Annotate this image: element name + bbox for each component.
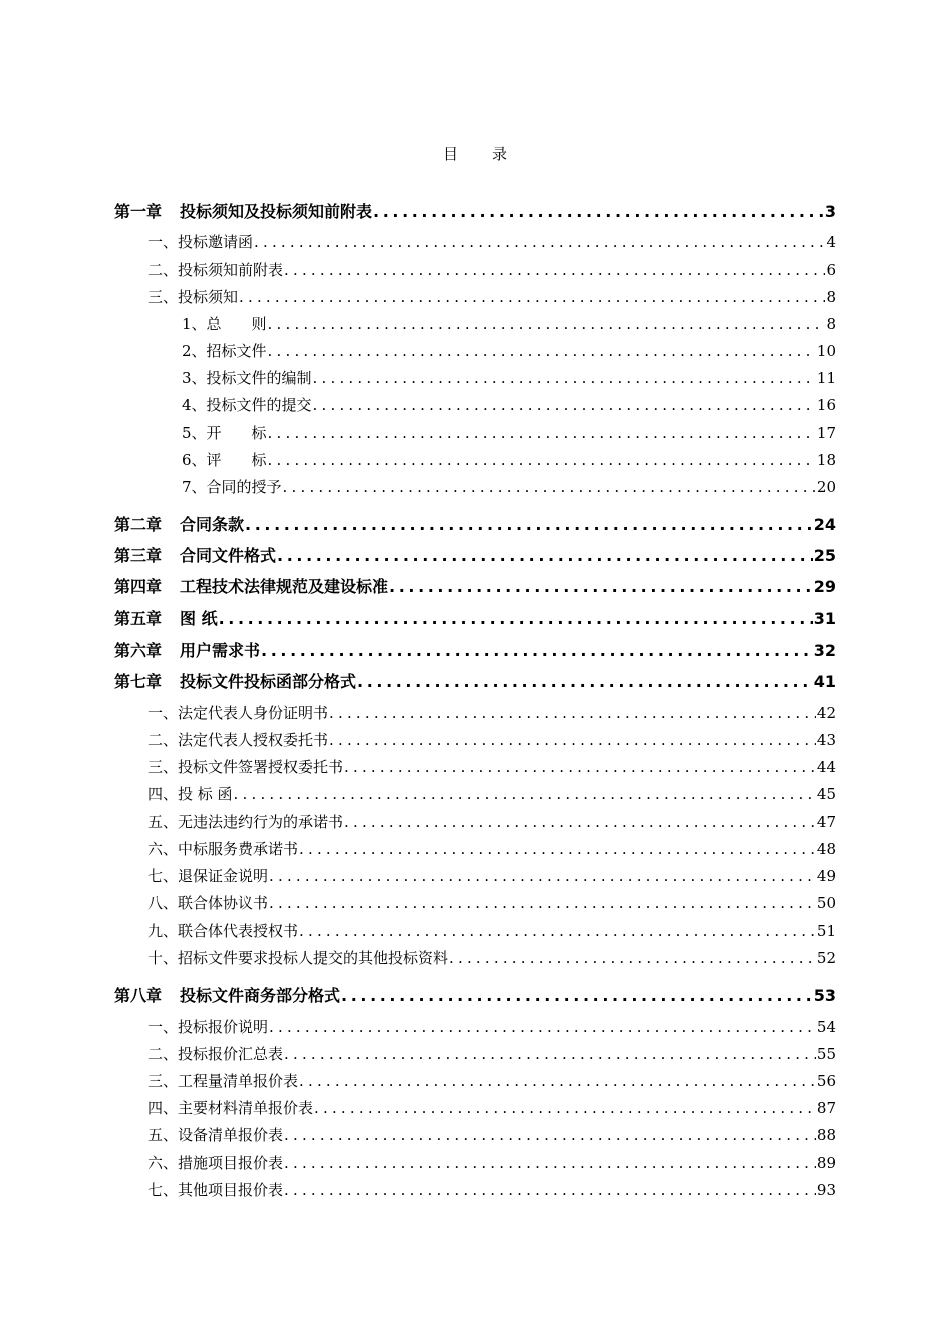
toc-dot-leader: [344, 811, 816, 833]
toc-dot-leader: [277, 545, 813, 567]
toc-page-number: 31: [813, 609, 836, 628]
toc-chapter-number: 第七章: [114, 672, 163, 691]
toc-entry-label: [182, 367, 312, 389]
toc-page-number: 4: [826, 233, 836, 251]
toc-entry-label: [148, 920, 298, 942]
toc-entry-text: 1、总 则: [182, 315, 267, 333]
toc-page-number: 56: [816, 1072, 836, 1090]
toc-entry-text: 三、投标文件签署授权委托书: [148, 758, 344, 776]
toc-page-number: 16: [816, 396, 836, 414]
toc-dot-leader: [284, 259, 825, 281]
toc-entry-text: 二、投标须知前附表: [148, 261, 284, 279]
toc-dot-leader: [389, 576, 813, 598]
toc-page-number: 48: [816, 840, 836, 858]
toc-page-number: 18: [816, 451, 836, 469]
toc-page-number: 6: [826, 261, 836, 279]
toc-page-number: 47: [816, 813, 836, 831]
toc-page-number: 42: [816, 704, 836, 722]
toc-entry-label: [148, 1097, 313, 1119]
toc-page-number: 89: [816, 1154, 836, 1172]
toc-chapter-entry[interactable]: [114, 608, 836, 630]
toc-entry-label: [148, 1124, 283, 1146]
toc-chapter-number: 第三章: [114, 546, 163, 565]
toc-page-number: 53: [813, 986, 836, 1005]
toc-entry-label: [114, 640, 260, 662]
toc-dot-leader: [268, 422, 816, 444]
toc-section-entry[interactable]: [148, 231, 836, 253]
toc-dot-leader: [284, 1124, 816, 1146]
toc-entry-text: 四、投 标 函: [148, 785, 233, 803]
toc-dot-leader: [284, 1043, 816, 1065]
toc-entry-text: 八、联合体协议书: [148, 894, 269, 912]
toc-entry-label: [182, 394, 312, 416]
toc-page-number: 50: [816, 894, 836, 912]
toc-page-number: 55: [816, 1045, 836, 1063]
toc-entry-label: [148, 286, 238, 308]
toc-title-char-2: 录: [492, 145, 508, 163]
toc-entry-text: 五、无违法违约行为的承诺书: [148, 813, 344, 831]
toc-chapter-number: 第一章: [114, 202, 163, 221]
toc-entry-text: 六、中标服务费承诺书: [148, 840, 299, 858]
toc-dot-leader: [283, 476, 816, 498]
toc-section-entry[interactable]: [182, 340, 836, 362]
toc-entry-label: [148, 756, 343, 778]
toc-entry-label: [114, 514, 244, 536]
toc-chapter-number: 第四章: [114, 577, 163, 596]
toc-section-entry[interactable]: [148, 702, 836, 724]
toc-entry-text: 二、投标报价汇总表: [148, 1045, 284, 1063]
toc-dot-leader: [234, 783, 816, 805]
toc-dot-leader: [269, 892, 816, 914]
toc-entry-text: 三、工程量清单报价表: [148, 1072, 299, 1090]
toc-page-number: 51: [816, 922, 836, 940]
toc-entry-text: 七、退保证金说明: [148, 867, 269, 885]
toc-entry-text: 七、其他项目报价表: [148, 1181, 284, 1199]
toc-entry-label: [148, 892, 268, 914]
toc-entry-label: [148, 1043, 283, 1065]
toc-entry-text: 一、投标邀请函: [148, 233, 254, 251]
toc-section-entry[interactable]: [182, 422, 836, 444]
toc-entry-text: 二、法定代表人授权委托书: [148, 731, 329, 749]
toc-page-number: 29: [813, 577, 836, 596]
toc-entry-text: 5、开 标: [182, 424, 267, 442]
toc-chapter-entry[interactable]: [114, 201, 836, 223]
toc-entry-label: [148, 947, 448, 969]
toc-entry-label: [182, 340, 267, 362]
toc-dot-leader: [268, 313, 826, 335]
toc-dot-leader: [299, 838, 816, 860]
toc-entry-label: [182, 313, 267, 335]
toc-page-number: 17: [816, 424, 836, 442]
toc-page-number: 45: [816, 785, 836, 803]
toc-page-number: 24: [813, 515, 836, 534]
toc-page-number: 10: [816, 342, 836, 360]
toc-entry-label: [148, 1016, 268, 1038]
toc-section-entry[interactable]: [148, 259, 836, 281]
toc-section-entry[interactable]: [148, 920, 836, 942]
toc-chapter-entry[interactable]: [114, 985, 836, 1007]
toc-chapter-number: 第八章: [114, 986, 163, 1005]
toc-entry-text: 3、投标文件的编制: [182, 369, 312, 387]
toc-entry-label: [114, 201, 372, 223]
toc-chapter-entry[interactable]: [114, 640, 836, 662]
toc-entry-label: [148, 1179, 283, 1201]
toc-chapter-number: 第二章: [114, 515, 163, 534]
toc-entry-text: 十、招标文件要求投标人提交的其他投标资料: [148, 949, 449, 967]
toc-page-number: 8: [826, 288, 836, 306]
toc-entry-text: 投标文件商务部分格式: [180, 986, 341, 1005]
toc-section-entry[interactable]: [182, 476, 836, 498]
toc-entry-text: 投标文件投标函部分格式: [180, 672, 357, 691]
toc-section-entry[interactable]: [148, 1179, 836, 1201]
toc-dot-leader: [329, 729, 816, 751]
toc-page-number: 44: [816, 758, 836, 776]
toc-dot-leader: [299, 920, 816, 942]
toc-page-number: 11: [816, 369, 836, 387]
toc-dot-leader: [329, 702, 816, 724]
toc-dot-leader: [314, 1097, 816, 1119]
toc-dot-leader: [261, 640, 813, 662]
toc-entry-text: 6、评 标: [182, 451, 267, 469]
toc-page-number: 49: [816, 867, 836, 885]
toc-chapter-entry[interactable]: [114, 671, 836, 693]
toc-entry-label: [148, 1152, 283, 1174]
toc-entry-text: 五、设备清单报价表: [148, 1126, 284, 1144]
toc-page-number: 93: [816, 1181, 836, 1199]
toc-page-number: 52: [816, 949, 836, 967]
toc-entry-text: 三、投标须知: [148, 288, 239, 306]
toc-entry-label: [182, 449, 267, 471]
toc-page-number: 41: [813, 672, 836, 691]
toc-section-entry[interactable]: [182, 449, 836, 471]
toc-entry-text: 四、主要材料清单报价表: [148, 1099, 314, 1117]
toc-chapter-entry[interactable]: [114, 514, 836, 536]
toc-dot-leader: [299, 1070, 816, 1092]
toc-dot-leader: [219, 608, 813, 630]
toc-entry-text: 一、投标报价说明: [148, 1018, 269, 1036]
toc-title-char-1: 目: [442, 145, 458, 163]
toc-entry-text: 六、措施项目报价表: [148, 1154, 284, 1172]
toc-entry-text: 工程技术法律规范及建设标准: [180, 577, 389, 596]
toc-section-entry[interactable]: [182, 394, 836, 416]
toc-entry-text: 用户需求书: [180, 641, 261, 660]
toc-chapter-number: 第六章: [114, 641, 163, 660]
toc-chapter-entry[interactable]: [114, 545, 836, 567]
toc-dot-leader: [254, 231, 825, 253]
toc-entry-label: [114, 576, 388, 598]
toc-entry-label: [182, 476, 282, 498]
toc-page-number: 8: [826, 315, 836, 333]
toc-dot-leader: [268, 340, 816, 362]
toc-entry-text: 合同文件格式: [180, 546, 277, 565]
toc-entry-label: [114, 608, 218, 630]
toc-page-number: 87: [816, 1099, 836, 1117]
toc-section-entry[interactable]: [148, 783, 836, 805]
toc-page-number: 25: [813, 546, 836, 565]
toc-section-entry[interactable]: [148, 1043, 836, 1065]
toc-section-entry[interactable]: [148, 1152, 836, 1174]
toc-entry-label: [148, 231, 253, 253]
toc-dot-leader: [269, 865, 816, 887]
toc-dot-leader: [239, 286, 825, 308]
toc-page-number: 32: [813, 641, 836, 660]
toc-dot-leader: [357, 671, 813, 693]
toc-entry-text: 7、合同的授予: [182, 478, 282, 496]
toc-page-number: 43: [816, 731, 836, 749]
toc-entry-label: [182, 422, 267, 444]
toc-entry-text: 2、招标文件: [182, 342, 267, 360]
toc-entry-label: [148, 259, 283, 281]
toc-entry-text: 九、联合体代表授权书: [148, 922, 299, 940]
toc-entry-label: [114, 545, 276, 567]
toc-dot-leader: [284, 1152, 816, 1174]
toc-dot-leader: [344, 756, 816, 778]
toc-page-number: 3: [824, 202, 836, 221]
toc-section-entry[interactable]: [148, 1070, 836, 1092]
toc-entry-text: 图 纸: [180, 609, 218, 628]
toc-dot-leader: [269, 1016, 816, 1038]
toc-entry-label: [148, 1070, 298, 1092]
toc-section-entry[interactable]: [148, 756, 836, 778]
toc-section-entry[interactable]: [148, 1016, 836, 1038]
toc-section-entry[interactable]: [182, 367, 836, 389]
toc-dot-leader: [449, 947, 816, 969]
toc-section-entry[interactable]: [148, 892, 836, 914]
toc-entry-label: [148, 811, 343, 833]
toc-entry-label: [148, 702, 328, 724]
toc-entry-text: 投标须知及投标须知前附表: [180, 202, 373, 221]
toc-section-entry[interactable]: [148, 729, 836, 751]
toc-section-entry[interactable]: [148, 1124, 836, 1146]
toc-entry-label: [114, 985, 340, 1007]
toc-chapter-entry[interactable]: [114, 576, 836, 598]
toc-entry-text: 合同条款: [180, 515, 245, 534]
toc-dot-leader: [245, 514, 813, 536]
toc-dot-leader: [313, 367, 816, 389]
toc-dot-leader: [268, 449, 816, 471]
toc-entry-text: 一、法定代表人身份证明书: [148, 704, 329, 722]
toc-chapter-number: 第五章: [114, 609, 163, 628]
toc-section-entry[interactable]: [148, 865, 836, 887]
toc-section-entry[interactable]: [148, 838, 836, 860]
toc-entry-label: [148, 783, 233, 805]
toc-page-number: 54: [816, 1018, 836, 1036]
toc-dot-leader: [341, 985, 813, 1007]
toc-page-number: 88: [816, 1126, 836, 1144]
toc-section-entry[interactable]: [148, 286, 836, 308]
toc-section-entry[interactable]: [148, 947, 836, 969]
toc-entry-label: [148, 838, 298, 860]
toc-entry-label: [148, 729, 328, 751]
toc-entry-label: [114, 671, 356, 693]
toc-section-entry[interactable]: [148, 1097, 836, 1119]
toc-section-entry[interactable]: [182, 313, 836, 335]
toc-dot-leader: [373, 201, 824, 223]
toc-page-number: 20: [816, 478, 836, 496]
toc-section-entry[interactable]: [148, 811, 836, 833]
toc-entry-text: 4、投标文件的提交: [182, 396, 312, 414]
toc-entry-label: [148, 865, 268, 887]
toc-dot-leader: [284, 1179, 816, 1201]
toc-dot-leader: [313, 394, 816, 416]
